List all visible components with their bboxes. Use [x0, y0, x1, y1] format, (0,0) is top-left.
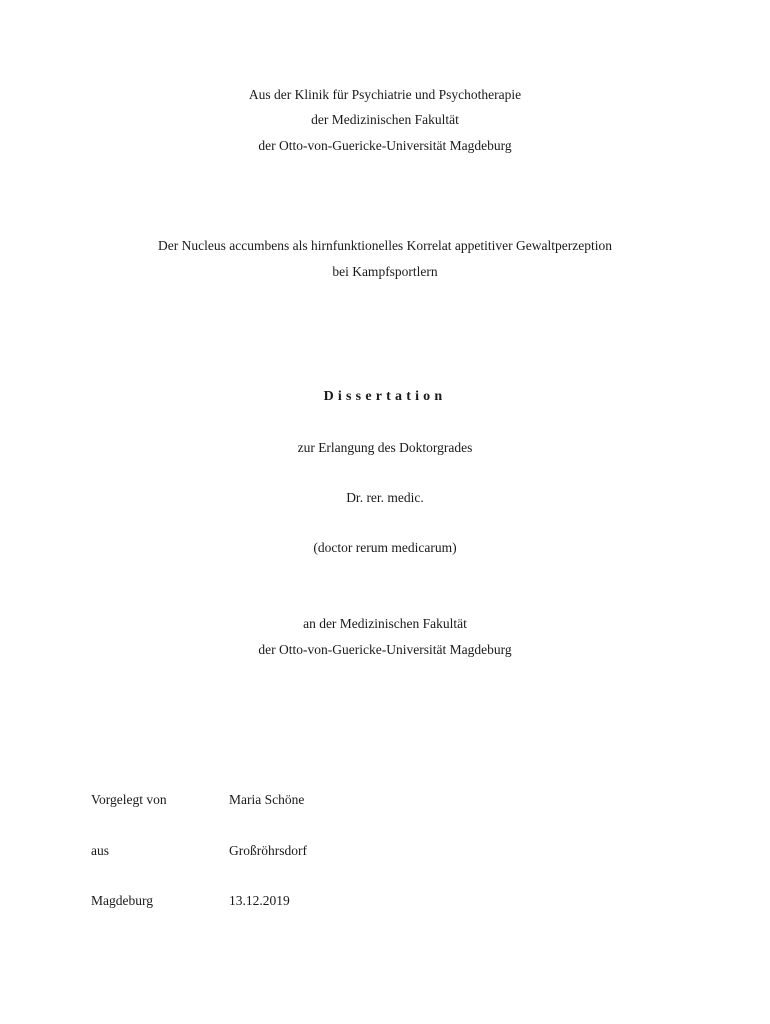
institution-line-2: der Medizinischen Fakultät: [311, 112, 459, 127]
place-label: Magdeburg: [91, 893, 153, 908]
institution-line-1: Aus der Klinik für Psychiatrie und Psychotherapie: [248, 87, 522, 102]
author-name: Maria Schöne: [229, 792, 305, 807]
thesis-title-line-2: bei Kampfsportlern: [332, 264, 438, 279]
degree-full-name: (doctor rerum medicarum): [313, 540, 457, 555]
faculty-line-2: der Otto-von-Guericke-Universität Magdeburg: [258, 642, 512, 657]
origin-label: aus: [91, 843, 109, 858]
dissertation-heading: Dissertation: [323, 389, 447, 404]
author-origin: Großröhrsdorf: [229, 843, 307, 858]
degree-purpose: zur Erlangung des Doktorgrades: [297, 440, 473, 455]
thesis-title-line-1: Der Nucleus accumbens als hirnfunktionelles Korrelat appetitiver Gewaltperzeption: [158, 238, 612, 253]
institution-line-3: der Otto-von-Guericke-Universität Magdeburg: [258, 138, 512, 153]
submission-date: 13.12.2019: [229, 893, 290, 908]
faculty-line-1: an der Medizinischen Fakultät: [303, 616, 467, 631]
submitted-by-label: Vorgelegt von: [91, 792, 167, 807]
degree-abbreviation: Dr. rer. medic.: [346, 490, 424, 505]
